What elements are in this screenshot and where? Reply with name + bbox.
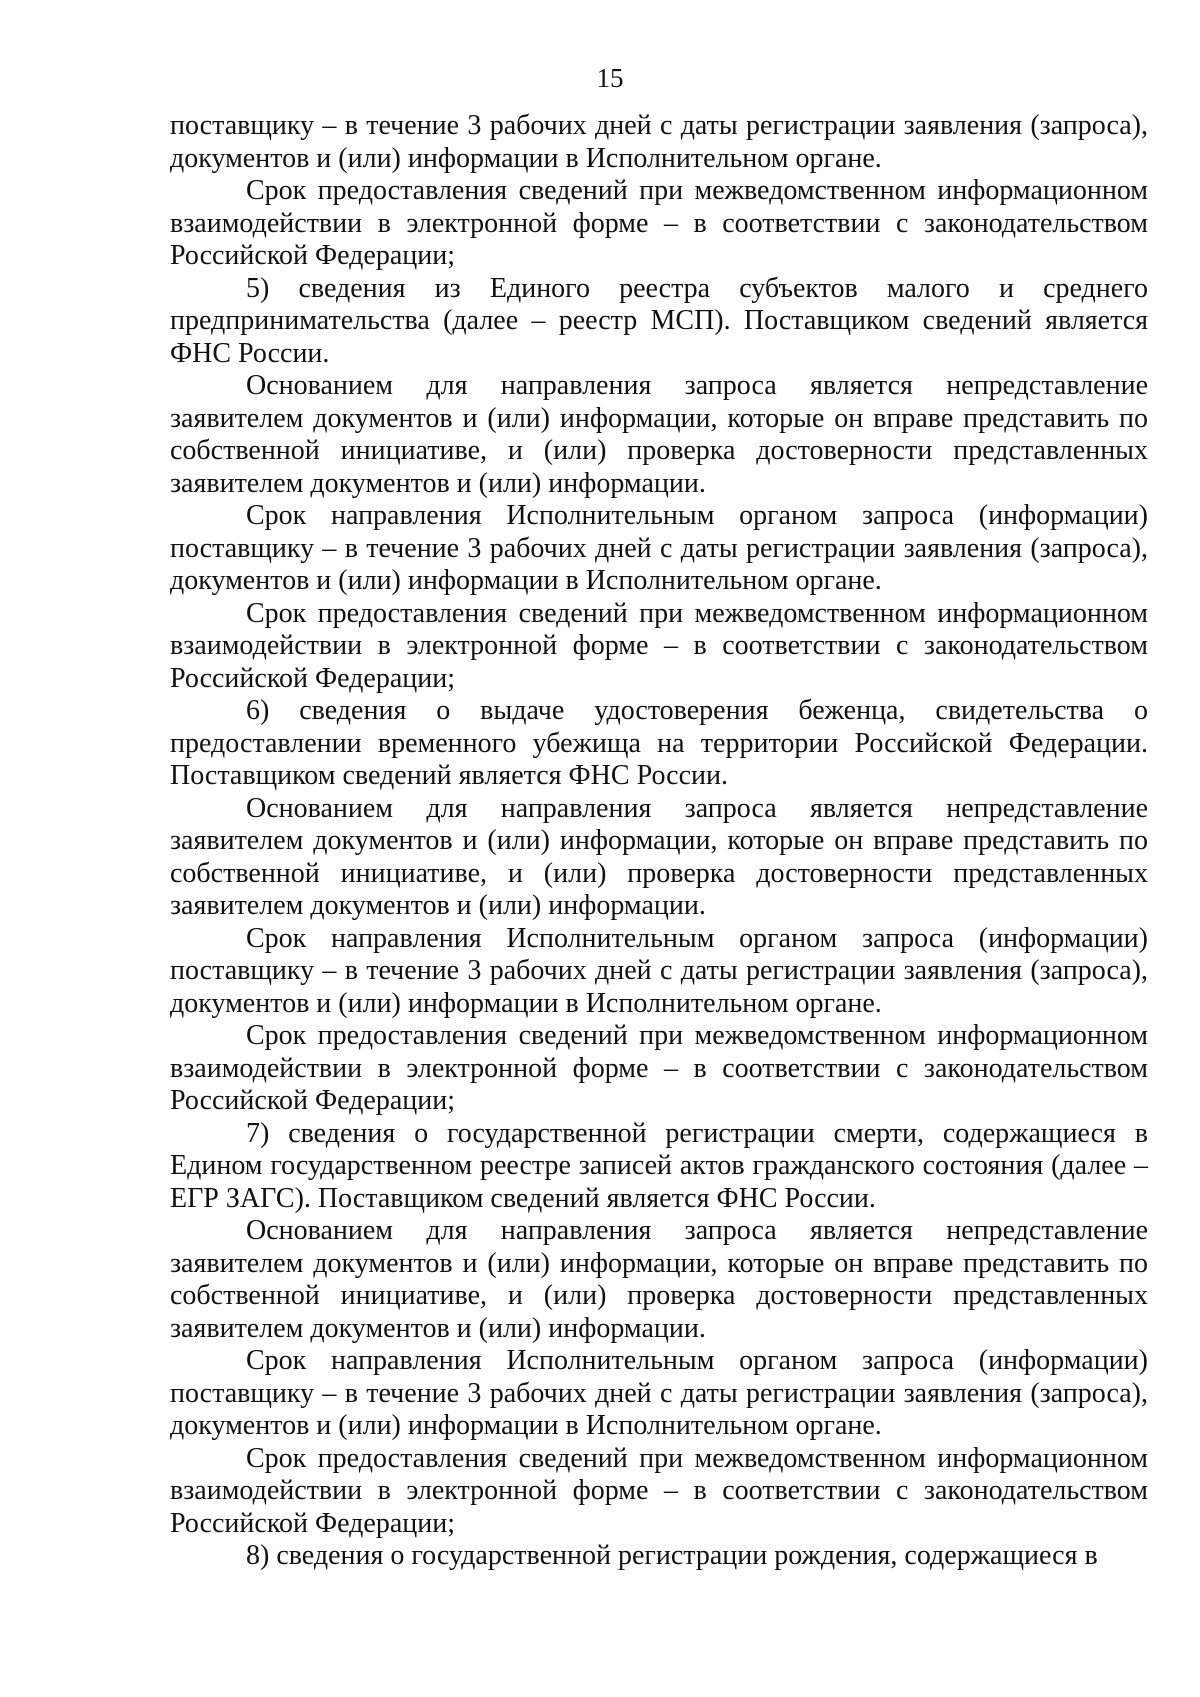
paragraph: Срок предоставления сведений при межведомственном информационном взаимодействии в электронной форме – в соответствии с законодательством Российской Федерации; xyxy=(170,1020,1148,1116)
paragraph: 5) сведения из Единого реестра субъектов малого и среднего предпринимательства (далее – реестр МСП). Поставщиком сведений является ФНС России. xyxy=(170,272,1148,369)
paragraph: Срок предоставления сведений при межведомственном информационном взаимодействии в электронной форме – в соответствии с законодательством Российской Федерации; xyxy=(170,1442,1148,1539)
paragraph: 8) сведения о государственной регистрации рождения, содержащиеся в xyxy=(246,1540,1098,1571)
paragraph: Срок предоставления сведений при межведомственном информационном взаимодействии в электронной форме – в соответствии с законодательством Российской Федерации; xyxy=(170,597,1148,694)
paragraph: Срок направления Исполнительным органом запроса (информации) поставщику – в течение 3 рабочих дней с даты регистрации заявления (запроса), документов и (или) информации в Исполнительном органе. xyxy=(170,1345,1148,1441)
paragraph: Срок направления Исполнительным органом запроса (информации) поставщику – в течение 3 рабочих дней с даты регистрации заявления (запроса), документов и (или) информации в Исполнительном органе. xyxy=(170,500,1148,596)
paragraph: Срок предоставления сведений при межведомственном информационном взаимодействии в электронной форме – в соответствии с законодательством Российской Федерации; xyxy=(170,175,1148,271)
paragraph: поставщику – в течение 3 рабочих дней с даты регистрации заявления (запроса), документов и (или) информации в Исполнительном органе. xyxy=(170,110,1148,174)
paragraph: Основанием для направления запроса является непредставление заявителем документов и (или) информации, которые он вправе представить по собственной инициативе, и (или) проверка достоверности представленных заявителем документов и (или) информации. xyxy=(170,370,1148,499)
page-number: 15 xyxy=(596,63,624,93)
paragraph: 7) сведения о государственной регистрации смерти, содержащиеся в Едином государственном реестре записей актов гражданского состояния (далее – ЕГР ЗАГС). Поставщиком сведений является ФНС России. xyxy=(170,1117,1148,1214)
document-body xyxy=(170,110,1148,1573)
paragraph: 6) сведения о выдаче удостоверения беженца, свидетельства о предоставлении временного убежища на территории Российской Федерации. Поставщиком сведений является ФНС России. xyxy=(170,695,1148,791)
paragraph: Срок направления Исполнительным органом запроса (информации) поставщику – в течение 3 рабочих дней с даты регистрации заявления (запроса), документов и (или) информации в Исполнительном органе. xyxy=(170,922,1148,1019)
paragraph: Основанием для направления запроса является непредставление заявителем документов и (или) информации, которые он вправе представить по собственной инициативе, и (или) проверка достоверности представленных заявителем документов и (или) информации. xyxy=(170,1215,1148,1344)
paragraph: Основанием для направления запроса является непредставление заявителем документов и (или) информации, которые он вправе представить по собственной инициативе, и (или) проверка достоверности представленных заявителем документов и (или) информации. xyxy=(170,792,1148,921)
